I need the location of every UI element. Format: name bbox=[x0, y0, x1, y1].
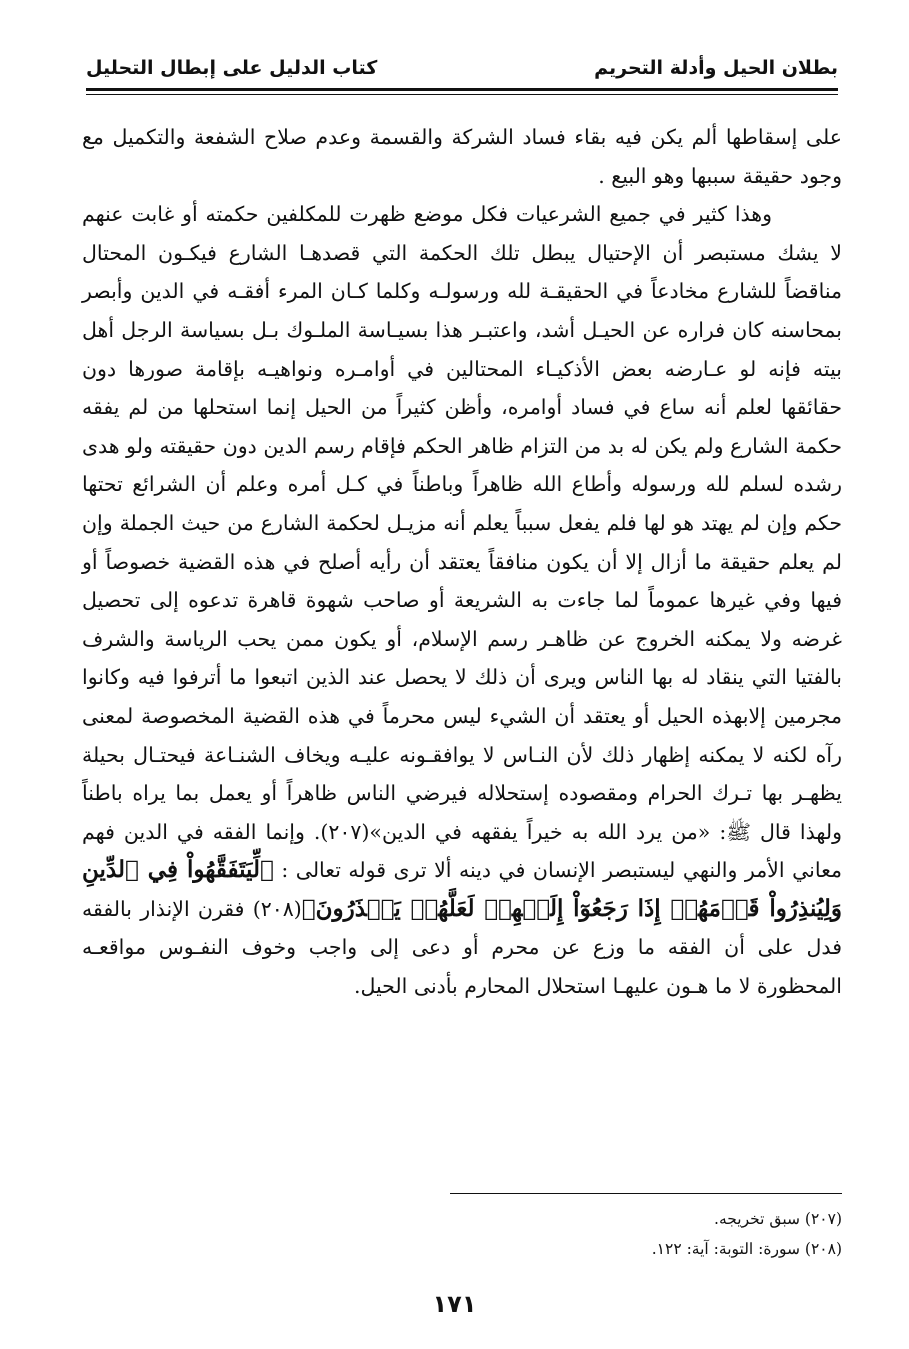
footnote-207: (٢٠٧) سبق تخريجه. bbox=[714, 1210, 842, 1228]
footnote-208: (٢٠٨) سورة: التوبة: آية: ١٢٢. bbox=[651, 1240, 842, 1258]
running-header bbox=[86, 50, 838, 86]
paragraph-2 bbox=[82, 195, 842, 1005]
footnote-rule bbox=[450, 1193, 842, 1194]
paragraph-1: على إسقاطها ألم يكن فيه بقاء فساد الشركة والقسمة وعدم صلاح الشفعة والتكميل مع وجود حقيقة سببها وهو البيع . bbox=[82, 125, 842, 188]
footnotes bbox=[450, 1206, 842, 1266]
quran-verse: ﴿لِّيَتَفَقَّهُواْ فِي ٱلدِّينِ وَلِيُنذِرُواْ قَوۡمَهُمۡ إِذَا رَجَعُوٓاْ إِلَيۡهِمۡ لَعَلَّهُمۡ يَحۡذَرُونَ﴾ bbox=[82, 856, 842, 922]
paragraph-2-text: وهذا كثير في جميع الشرعيات فكل موضع ظهرت للمكلفين حكمته أو غابت عنهم لا يشك مستبصر أن الإحتيال يبطل تلك الحكمة التي قصدهـا الشارع فيكـون المحتال مناقضاً للشارع مخادعاً في الحقيقـة لله ورسولـه وكلما كـان المرء أفقـه في الدين وأبصر بمحاسنه كان فراره عن الحيـل أشد، واعتبـر هذا بسيـاسة الملـوك بـل بسياسة الرجل أهل بيته فإنه لو عـارضه بعض الأذكيـاء المحتالين في أوامـره ونواهيـه بإقامة صورها دون حقائقها لعلم أنه ساع في فساد أوامره، وأظن كثيراً من الحيل إنما استحلها من لم يفقه حكمة الشارع ولم يكن له بد من التزام ظاهر الحكم فإقام رسم الدين دون حقيقته ولو هدى رشده لسلم لله ورسوله وأطاع الله ظاهراً وباطناً في كـل أمره وعلم أن الشرائع تحتها حكم وإن لم يهتد هو لها فلم يفعل سبباً يعلم أنه مزيـل لحكمة الشارع من حيث الجملة وإن لم يعلم حقيقة ما أزال إلا أن يكون منافقاً يعتقد أن رأيه أصلح في هذه القضية خصوصاً أو فيها وفي غيرها عموماً لما جاءت به الشريعة أو صاحب شهوة قاهرة تدعوه إلى تحصيل غرضه ولا يمكنه الخروج عن ظاهـر رسم الإسلام، أو يكون ممن يحب الرياسة والشرف بالفتيا التي ينقاد له بها الناس ويرى أن ذلك لا يحصل عند الذين اتبعوا ما أترفوا فيه وكانوا مجرمين إلابهذه الحيل أو يعتقد أن الشيء ليس محرماً في هذه القضية المخصوصة لمعنى رآه لكنه لا يمكنه إظهار ذلك لأن النـاس لا يوافقـونه عليـه ويخاف الشنـاعة فيحتـال بحيلة يظهـر بها تـرك الحرام ومقصوده إستحلاله فيرضي الناس ظاهراً أو يعمل بما يراه باطناً ولهذا قال ﷺ: «من يرد الله به خيراً يفقهه في الدين»(٢٠٧). وإنما الفقه في الدين فهم معاني الأمر والنهي ليستبصر الإنسان في دينه ألا ترى قوله تعالى : bbox=[82, 202, 842, 883]
header-rule-thick bbox=[86, 88, 838, 91]
header-rule-thin bbox=[86, 94, 838, 95]
paragraph-2-continuation: (٢٠٨) فقرن الإنذار بالفقه فدل على أن الفقه ما وزع عن محرم أو دعى إلى واجب وخوف النفـوس مواقعـه المحظورة لا ما هـون عليهـا استحلال المحارم بأدنى الحيل. bbox=[82, 896, 842, 999]
header-right-title: بطلان الحيل وأدلة التحريم bbox=[594, 57, 838, 79]
body-text bbox=[82, 118, 842, 1006]
page-number: ١٧١ bbox=[432, 1290, 477, 1318]
header-left-title: كتاب الدليل على إبطال التحليل bbox=[86, 57, 378, 79]
